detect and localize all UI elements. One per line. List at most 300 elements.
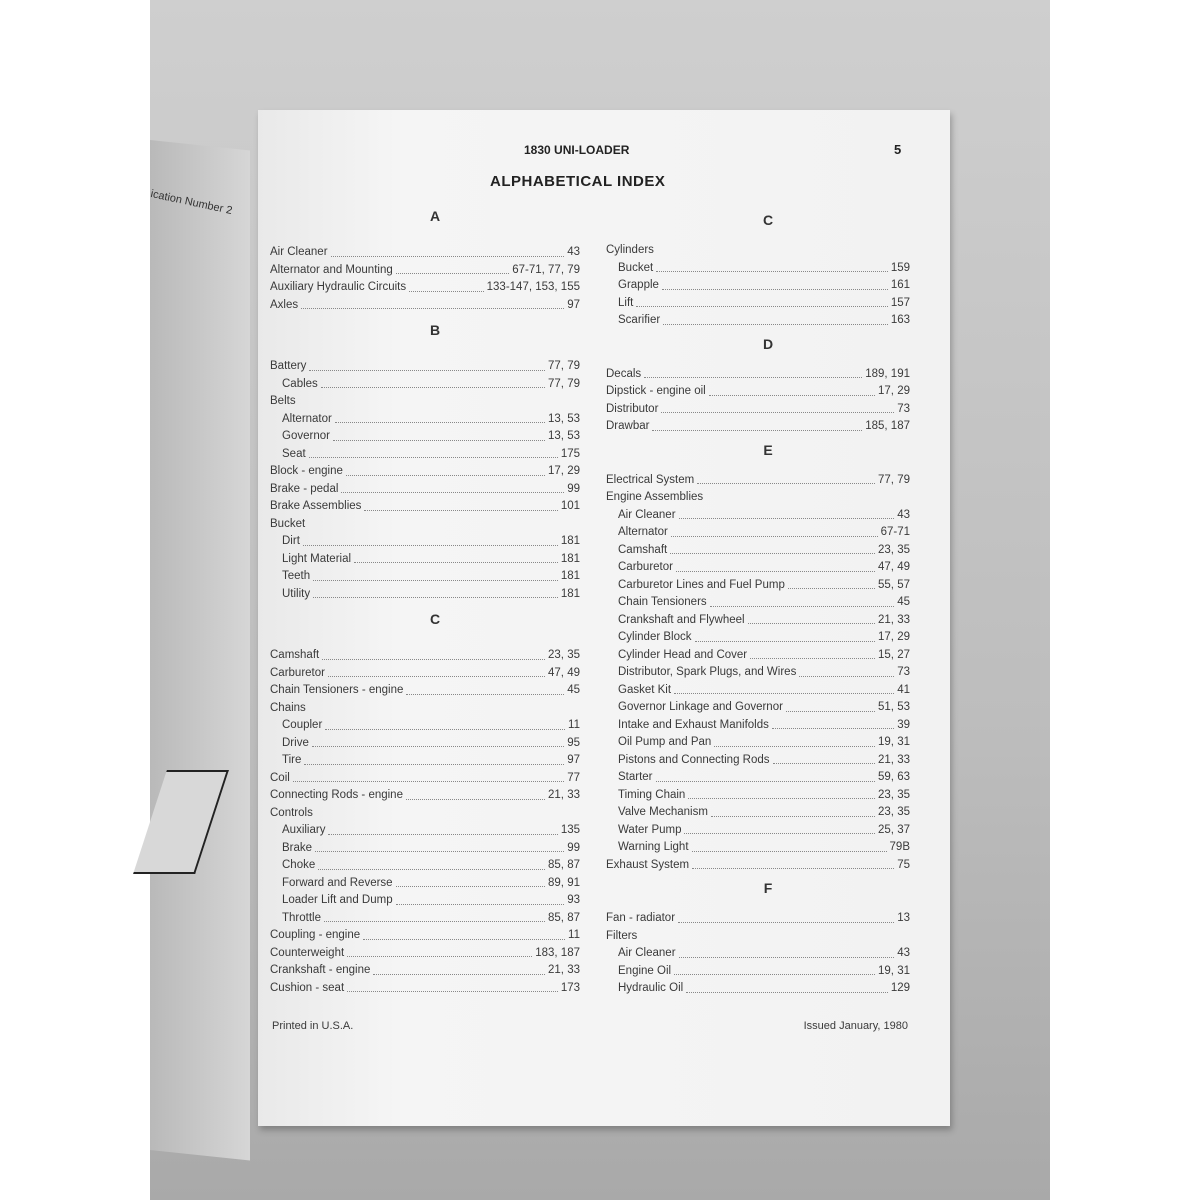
dot-leader [321,376,545,389]
index-entry [270,463,580,481]
dot-leader [293,770,564,783]
dot-leader [678,910,894,923]
index-entry [270,770,580,788]
index-entry [270,516,580,534]
entry-label: Auxiliary [282,824,326,836]
dot-leader [670,542,875,555]
dot-leader [406,682,564,695]
section-letter: C [762,212,774,228]
entry-label: Water Pump [618,823,682,836]
entry-pages: 73 [897,666,910,678]
dot-leader [697,472,875,485]
entry-label: Brake [282,841,313,854]
dot-leader [656,769,876,782]
entry-label: Choke [282,859,316,871]
index-entry [606,787,910,805]
dot-leader [788,577,875,590]
index-entry [606,928,910,946]
entry-pages: 17, 29 [878,385,910,397]
entry-pages: 17, 29 [548,465,580,477]
entry-label: Brake - pedal [270,482,339,495]
entry-label: Cables [282,377,318,390]
entry-pages: 135 [560,824,580,836]
entry-pages: 189, 191 [865,367,910,380]
entry-pages: 21, 33 [878,753,910,766]
entry-label: Axles [270,298,299,311]
section-letter: E [763,441,773,458]
dot-leader [347,980,558,993]
entry-pages: 15, 27 [878,648,910,661]
dot-leader [324,910,545,923]
entry-label: Chains [270,701,306,714]
entry-pages: 73 [897,402,910,415]
index-entry [606,242,910,260]
index-entry [270,857,580,875]
index-column-left [270,200,580,997]
index-entry [270,446,580,464]
dot-leader [674,963,875,976]
dot-leader [363,927,565,940]
dot-leader [640,928,907,941]
index-entry [270,980,580,998]
index-entry [270,875,580,893]
entry-label: Lift [618,296,634,309]
entry-pages: 185, 187 [865,420,910,432]
dot-leader [674,682,894,695]
index-entry [270,962,580,980]
index-section [270,200,580,314]
entry-pages: 25, 37 [878,823,910,836]
entry-label: Engine Oil [618,964,672,977]
dot-leader [750,647,875,660]
entry-pages: 77, 79 [878,473,910,486]
dot-leader [636,295,887,308]
index-entry [606,577,910,595]
entry-label: Brake Assemblies [270,500,362,512]
index-entry [606,963,910,981]
entry-label: Air Cleaner [618,947,676,959]
entry-label: Tire [282,754,302,766]
entry-label: Valve Mechanism [618,806,708,818]
entry-label: Engine Assemblies [606,491,704,503]
index-entry [606,910,910,928]
entry-label: Controls [270,806,313,819]
entry-pages: 133-147, 153, 155 [486,281,580,293]
entry-pages: 23, 35 [878,806,910,818]
entry-label: Alternator [282,412,332,425]
entry-label: Dirt [282,535,300,547]
entry-label: Gasket Kit [618,683,672,696]
entry-pages: 59, 63 [878,771,910,783]
entry-label: Connecting Rods - engine [270,789,403,801]
index-entry [270,244,580,262]
index-entry [270,428,580,446]
index-entry [606,647,910,665]
dot-leader [711,804,875,817]
index-entry [606,857,910,875]
entry-label: Belts [270,395,296,407]
entry-label: Drawbar [606,420,650,432]
index-entry [606,366,910,384]
entry-pages: 89, 91 [548,876,580,889]
entry-pages: 77, 79 [548,377,580,390]
index-entry [606,717,910,735]
entry-label: Cushion - seat [270,981,345,994]
entry-label: Grapple [618,279,659,291]
index-entry [606,260,910,278]
index-entry [606,682,910,700]
dot-leader [309,358,545,371]
entry-label: Auxiliary Hydraulic Circuits [270,281,407,293]
dot-leader [657,242,907,255]
section-letter: D [762,335,774,352]
entry-label: Scarifier [618,314,661,326]
dot-leader [313,586,558,599]
entry-label: Coupler [282,719,323,731]
entry-label: Battery [270,360,307,372]
entry-pages: 13 [897,912,910,924]
entry-label: Oil Pump and Pan [618,736,712,748]
index-entry [606,839,910,857]
entry-label: Crankshaft - engine [270,964,371,976]
entry-pages: 21, 33 [548,789,580,801]
dot-leader [396,262,509,275]
index-entry [270,411,580,429]
index-entry [606,980,910,998]
entry-label: Air Cleaner [270,246,328,258]
entry-pages: 99 [567,482,580,495]
entry-pages: 67-71, 77, 79 [512,263,580,276]
entry-label: Intake and Exhaust Manifolds [618,718,769,731]
dot-leader [676,559,875,572]
dot-leader [679,507,895,520]
dot-leader [799,664,894,677]
entry-label: Chain Tensioners [618,596,707,608]
entry-pages: 17, 29 [878,631,910,643]
dot-leader [679,945,895,958]
index-entry [270,358,580,376]
index-entry [270,498,580,516]
entry-pages: 41 [897,683,910,696]
entry-label: Coil [270,771,290,784]
index-entry [270,805,580,823]
dot-leader [662,277,888,290]
section-letter: A [429,208,441,224]
entry-label: Fan - radiator [606,912,676,924]
index-section [606,874,910,998]
dot-leader [331,244,565,257]
index-entry [270,393,580,411]
index-entry [606,752,910,770]
index-entry [606,383,910,401]
entry-label: Governor Linkage and Governor [618,701,783,713]
page-number: 5 [894,142,902,157]
dot-leader [335,411,545,424]
entry-pages: 181 [560,552,580,565]
index-entry [270,682,580,700]
index-entry [606,507,910,525]
index-entry [270,927,580,945]
entry-pages: 159 [890,261,910,274]
entry-pages: 101 [560,500,580,512]
dot-leader [656,260,888,273]
entry-label: Timing Chain [618,788,686,801]
entry-label: Air Cleaner [618,508,676,521]
dot-leader [303,533,558,546]
entry-label: Forward and Reverse [282,876,393,889]
index-page [258,110,950,1126]
dot-leader [706,489,907,502]
entry-pages: 173 [560,981,580,994]
index-entry [270,717,580,735]
entry-label: Alternator [618,526,668,538]
index-section [270,603,580,997]
entry-pages: 79B [889,841,910,853]
entry-label: Block - engine [270,465,343,477]
dot-leader [396,875,545,888]
index-entry [270,735,580,753]
index-entry [606,312,910,330]
entry-pages: 43 [567,246,580,258]
entry-label: Camshaft [618,543,668,556]
dot-leader [328,822,557,835]
dot-leader [671,524,878,537]
entry-label: Governor [282,430,330,442]
document-title: 1830 UNI-LOADER [524,143,630,157]
entry-pages: 55, 57 [878,578,910,591]
dot-leader [312,735,564,748]
index-entry [606,945,910,963]
index-entry [606,804,910,822]
entry-pages: 93 [567,894,580,906]
section-letter: F [763,880,773,896]
index-entry [606,822,910,840]
entry-label: Dipstick - engine oil [606,385,706,397]
entry-pages: 13, 53 [548,430,580,442]
entry-pages: 67-71 [880,526,910,538]
entry-pages: 97 [567,298,580,311]
dot-leader [748,612,875,625]
index-entry [606,664,910,682]
dot-leader [692,857,894,870]
section-letter: B [429,322,441,338]
dot-leader [772,717,894,730]
entry-label: Filters [606,929,638,942]
dot-leader [304,752,564,765]
entry-pages: 183, 187 [535,946,580,959]
index-entry [606,277,910,295]
entry-label: Distributor [606,402,659,415]
dot-leader [714,734,875,747]
entry-pages: 21, 33 [548,964,580,976]
dot-leader [409,279,484,292]
index-section [606,206,910,330]
entry-pages: 175 [560,447,580,460]
index-entry [606,542,910,560]
entry-pages: 23, 35 [548,649,580,661]
dot-leader [315,840,564,853]
dot-leader [396,892,565,905]
dot-leader [364,498,557,511]
index-section [270,314,580,603]
dot-leader [299,393,577,406]
index-entry [606,489,910,507]
index-entry [606,472,910,490]
entry-pages: 85, 87 [548,911,580,924]
index-entry [606,418,910,436]
index-entry [270,822,580,840]
entry-label: Pistons and Connecting Rods [618,753,770,766]
dot-leader [354,551,558,564]
entry-label: Loader Lift and Dump [282,894,393,906]
dot-leader [347,945,532,958]
entry-pages: 45 [897,596,910,608]
entry-pages: 19, 31 [878,964,910,977]
index-entry [270,787,580,805]
entry-pages: 21, 33 [878,613,910,626]
index-entry [606,629,910,647]
entry-label: Drive [282,736,309,749]
index-section [606,330,910,436]
index-entry [270,262,580,280]
entry-label: Hydraulic Oil [618,982,684,994]
issued-date: Issued January, 1980 [803,1020,908,1032]
index-entry [606,295,910,313]
dot-leader [686,980,888,993]
index-entry [270,279,580,297]
index-entry [270,665,580,683]
index-entry [606,524,910,542]
dot-leader [341,481,564,494]
entry-pages: 45 [567,684,580,696]
dot-leader [308,516,577,529]
dot-leader [325,717,565,730]
entry-label: Decals [606,367,642,380]
dot-leader [309,446,558,459]
entry-pages: 39 [897,718,910,731]
entry-label: Alternator and Mounting [270,263,393,276]
index-entry [270,945,580,963]
dot-leader [652,418,862,431]
entry-pages: 97 [567,754,580,766]
index-entry [270,647,580,665]
dot-leader [709,383,875,396]
entry-pages: 75 [897,858,910,871]
entry-label: Bucket [270,517,306,530]
entry-label: Carburetor [618,561,673,573]
entry-pages: 47, 49 [548,666,580,679]
index-entry [270,892,580,910]
entry-label: Coupling - engine [270,929,361,941]
entry-label: Utility [282,587,311,600]
index-entry [606,559,910,577]
dot-leader [695,629,876,642]
dot-leader [644,366,862,379]
entry-pages: 23, 35 [878,788,910,801]
entry-label: Seat [282,447,306,460]
entry-label: Teeth [282,570,311,582]
entry-pages: 129 [890,982,910,994]
entry-pages: 77 [567,771,580,784]
dot-leader [373,962,545,975]
entry-pages: 161 [890,279,910,291]
entry-label: Carburetor [270,666,325,679]
entry-pages: 13, 53 [548,412,580,425]
index-section [606,436,910,875]
index-entry [270,551,580,569]
entry-pages: 77, 79 [548,360,580,372]
entry-pages: 181 [560,535,580,547]
dot-leader [692,839,887,852]
index-entry [606,699,910,717]
entry-pages: 181 [560,587,580,600]
entry-label: Cylinders [606,244,654,256]
index-entry [270,700,580,718]
entry-label: Carburetor Lines and Fuel Pump [618,578,785,591]
index-entry [270,481,580,499]
dot-leader [333,428,545,441]
entry-label: Counterweight [270,946,345,959]
entry-pages: 51, 53 [878,701,910,713]
entry-label: Camshaft [270,649,320,661]
entry-label: Electrical System [606,473,695,486]
dot-leader [684,822,875,835]
index-entry [270,533,580,551]
dot-leader [318,857,545,870]
index-entry [606,401,910,419]
dot-leader [346,463,545,476]
dot-leader [301,297,564,310]
index-entry [270,376,580,394]
entry-pages: 95 [567,736,580,749]
entry-pages: 181 [560,570,580,582]
entry-pages: 43 [897,508,910,521]
index-entry [270,568,580,586]
entry-pages: 85, 87 [548,859,580,871]
entry-label: Cylinder Block [618,631,692,643]
dot-leader [406,787,545,800]
entry-label: Light Material [282,552,352,565]
entry-pages: 11 [568,719,580,731]
underlying-page-text: ication Number 2 [149,188,234,218]
dot-leader [786,699,875,712]
entry-label: Crankshaft and Flywheel [618,613,745,626]
entry-label: Cylinder Head and Cover [618,648,748,661]
index-entry [270,752,580,770]
entry-pages: 157 [890,296,910,309]
dot-leader [316,805,577,818]
entry-label: Throttle [282,911,321,924]
dot-leader [328,665,545,678]
printed-in-note: Printed in U.S.A. [272,1020,354,1032]
dot-leader [710,594,895,607]
section-letter: C [429,611,441,627]
entry-label: Chain Tensioners - engine [270,684,404,696]
dot-leader [773,752,876,765]
entry-pages: 99 [567,841,580,854]
entry-pages: 43 [897,947,910,959]
index-column-right [606,206,910,998]
index-entry [270,586,580,604]
entry-label: Starter [618,771,653,783]
entry-pages: 23, 35 [878,543,910,556]
entry-label: Warning Light [618,841,689,853]
entry-label: Exhaust System [606,858,690,871]
index-title: ALPHABETICAL INDEX [490,173,666,190]
entry-pages: 47, 49 [878,561,910,573]
entry-label: Distributor, Spark Plugs, and Wires [618,666,797,678]
dot-leader [322,647,545,660]
